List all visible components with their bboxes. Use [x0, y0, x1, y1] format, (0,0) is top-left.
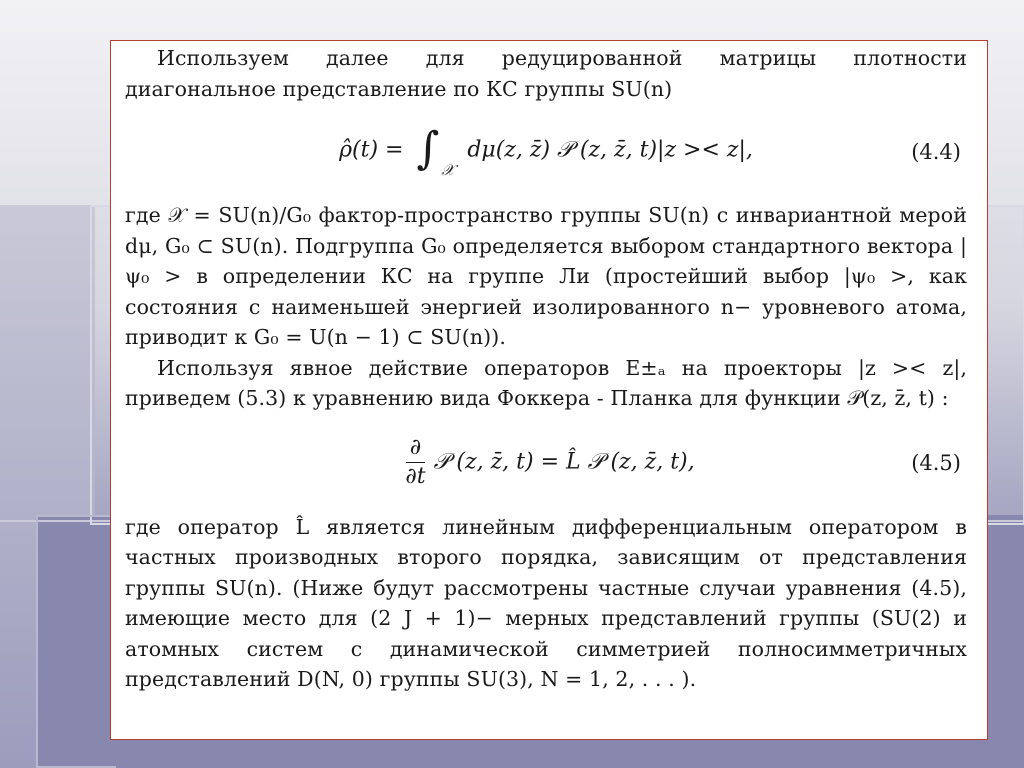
paragraph-definitions: где 𝒳 = SU(n)/G₀ фактор-пространство группы SU(n) с инвариантной мерой dμ, G₀ ⊂ SU(n). Подгруппа G₀ определяется выбором стандартного вектора |ψ₀ > в определении КС на группе Ли (простейший выбор |ψ₀ >, как состояния с наименьшей энергией изолированного n− уровневого атома, приводит к G₀ = U(n − 1) ⊂ SU(n)). — [125, 203, 967, 349]
equation-4-4-body — [339, 125, 753, 179]
integral-sign: ∫ — [416, 123, 440, 175]
integral-subscript: 𝒳 — [441, 160, 455, 179]
equation-4-5 — [125, 420, 967, 506]
paragraph-operator-description: где оператор L̂ является линейным дифференциальным оператором в частных производных второго порядка, зависящим от представления группы SU(n). (Ниже будут рассмотрены частные случаи уравнения (4.5), имеющие место для (2 J + 1)− мерных представлений группы (SU(2) и атомных систем с динамической симметрией полносимметричных представлений D(N, 0) группы SU(3), N = 1, 2, . . . ). — [125, 514, 967, 691]
equation-4-4 — [125, 108, 967, 196]
equation-4-5-body — [397, 436, 694, 489]
document-card — [110, 40, 988, 740]
paragraph-operators: Используя явное действие операторов E±ₐ на проекторы |z >< z|, приведем (5.3) к уравнению вида Фоккера - Планка для функции 𝒫(z, z̄, t) : — [125, 355, 967, 410]
fraction-denominator: ∂t — [405, 464, 426, 489]
equation-4-4-number: (4.4) — [911, 140, 961, 164]
slide-background-corner-frame — [36, 515, 116, 768]
fraction-numerator: ∂ — [406, 436, 425, 463]
equation-4-5-number: (4.5) — [911, 450, 961, 475]
paragraph-intro: Используем далее для редуцированной матрицы плотности диагональное представление по КС группы SU(n) — [125, 46, 967, 101]
equation-4-4-lhs: ρ̂(t) = — [339, 137, 404, 163]
equation-4-5-rhs: 𝒫 (z, z̄, t) = L̂ 𝒫 (z, z̄, t), — [433, 449, 695, 475]
partial-derivative-fraction — [401, 436, 429, 489]
equation-4-4-rhs: dμ(z, z̄) 𝒫 (z, z̄, t)|z >< z|, — [467, 137, 753, 163]
